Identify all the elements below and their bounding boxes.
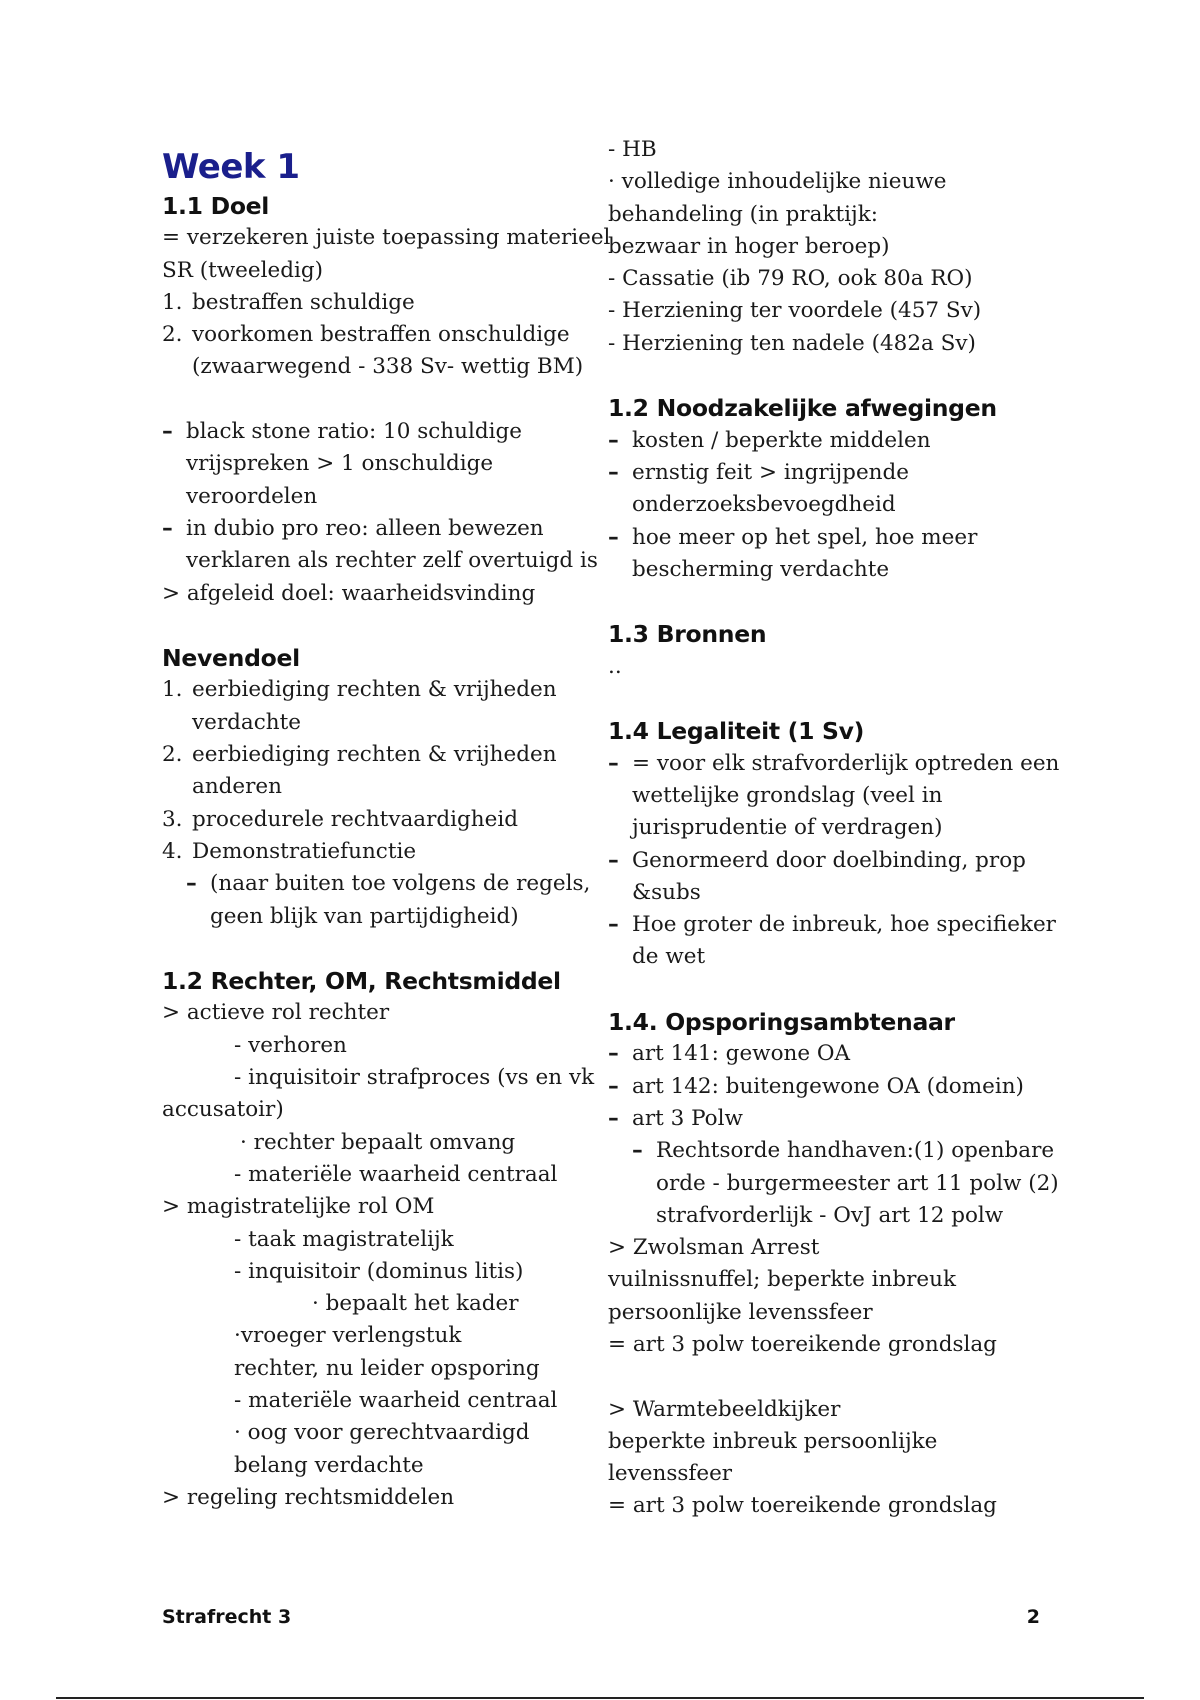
afwegingen-bullet: – kosten / beperkte middelen xyxy=(608,425,1048,457)
opsporing-subbullet-continuation: orde - burgermeester art 11 polw (2) xyxy=(656,1170,1059,1196)
rechtsmiddel-line: behandeling (in praktijk: xyxy=(608,201,878,227)
rechtsmiddel-line: - HB xyxy=(608,137,657,162)
doel-heading: 1.1 Doel xyxy=(162,192,270,220)
doel-item-continuation: (zwaarwegend - 338 Sv- wettig BM) xyxy=(192,354,584,380)
item-text: eerbiediging rechten & vrijheden xyxy=(192,742,557,768)
om-line: - taak magistratelijk xyxy=(234,1226,454,1252)
opsporing-bullet: – art 141: gewone OA xyxy=(608,1038,1048,1070)
zwolsman-line: persoonlijke levenssfeer xyxy=(608,1299,873,1325)
rechtsmiddel-line: · volledige inhoudelijke nieuwe xyxy=(608,169,947,195)
bullet-line: verklaren als rechter zelf overtuigd is xyxy=(186,548,598,574)
bullet-line: veroordelen xyxy=(186,483,318,509)
afwegingen-bullet-continuation: bescherming verdachte xyxy=(632,556,890,582)
nevendoel-item-continuation: anderen xyxy=(192,774,282,800)
item-text: eerbiediging rechten & vrijheden xyxy=(192,677,557,703)
footer-course-name: Strafrecht 3 xyxy=(162,1606,292,1628)
rechter-line: accusatoir) xyxy=(162,1097,284,1123)
item-text: Demonstratiefunctie xyxy=(192,838,417,864)
warmtebeeld-line: beperkte inbreuk persoonlijke xyxy=(608,1428,938,1454)
opsporing-bullet: – art 3 Polw xyxy=(608,1103,1048,1135)
nevendoel-item xyxy=(162,804,592,836)
om-line: - materiële waarheid centraal xyxy=(234,1387,558,1413)
afwegingen-heading: 1.2 Noodzakelijke afwegingen xyxy=(608,394,997,423)
doel-definition-line: = verzekeren juiste toepassing materieel xyxy=(162,225,611,251)
legaliteit-bullet-continuation: &subs xyxy=(632,879,701,905)
right-column xyxy=(608,137,1060,1523)
om-line: · oog voor gerechtvaardigd xyxy=(234,1420,530,1446)
om-line: - inquisitoir (dominus litis) xyxy=(234,1258,524,1284)
warmtebeeld-line: levenssfeer xyxy=(608,1461,733,1487)
rechtsmiddel-line: - Cassatie (ib 79 RO, ook 80a RO) xyxy=(608,266,973,292)
bullet-line: vrijspreken > 1 onschuldige xyxy=(186,451,494,477)
item-number: 4. xyxy=(162,838,183,864)
item-text: procedurele rechtvaardigheid xyxy=(192,806,518,832)
rechter-om-heading: 1.2 Rechter, OM, Rechtsmiddel xyxy=(162,967,561,996)
bullet-line: – black stone ratio: 10 schuldige xyxy=(162,416,592,448)
opsporing-subbullet-continuation: strafvorderlijk - OvJ art 12 polw xyxy=(656,1202,1004,1228)
legaliteit-bullet: – Hoe groter de inbreuk, hoe specifieker xyxy=(608,909,1048,941)
afgeleid-doel-line: > afgeleid doel: waarheidsvinding xyxy=(162,580,536,606)
rechter-line: > actieve rol rechter xyxy=(162,1000,390,1026)
doel-item xyxy=(162,319,592,351)
opsporing-bullet: – art 142: buitengewone OA (domein) xyxy=(608,1071,1048,1103)
bullet-line: – in dubio pro reo: alleen bewezen xyxy=(162,513,592,545)
doel-item xyxy=(162,287,592,319)
om-line: belang verdachte xyxy=(234,1452,424,1478)
doel-item-number: 2. xyxy=(162,322,183,348)
rechtsmiddel-line: - Herziening ter voordele (457 Sv) xyxy=(608,298,982,324)
zwolsman-line: > Zwolsman Arrest xyxy=(608,1235,820,1261)
afwegingen-bullet: – ernstig feit > ingrijpende xyxy=(608,457,1048,489)
nevendoel-item xyxy=(162,674,592,706)
bronnen-heading: 1.3 Bronnen xyxy=(608,620,767,649)
doel-item-text: voorkomen bestraffen onschuldige xyxy=(192,322,570,348)
legaliteit-bullet-continuation: jurisprudentie of verdragen) xyxy=(632,815,943,841)
nevendoel-item-continuation: verdachte xyxy=(192,709,301,735)
rechtsmiddelen-line: > regeling rechtsmiddelen xyxy=(162,1484,455,1510)
nevendoel-item xyxy=(162,739,592,771)
legaliteit-bullet-continuation: de wet xyxy=(632,944,706,970)
zwolsman-line: vuilnissnuffel; beperkte inbreuk xyxy=(608,1267,957,1293)
footer-page-number: 2 xyxy=(1026,1606,1040,1628)
warmtebeeld-line: = art 3 polw toereikende grondslag xyxy=(608,1493,997,1519)
legaliteit-bullet-continuation: wettelijke grondslag (veel in xyxy=(632,782,943,808)
warmtebeeld-line: > Warmtebeeldkijker xyxy=(608,1396,841,1422)
item-number: 3. xyxy=(162,806,183,832)
doel-item-number: 1. xyxy=(162,289,183,315)
nevendoel-subbullet: – (naar buiten toe volgens de regels, xyxy=(162,868,592,900)
nevendoel-subbullet-continuation: geen blijk van partijdigheid) xyxy=(210,903,519,929)
legaliteit-bullet: – = voor elk strafvorderlijk optreden een xyxy=(608,748,1048,780)
left-column xyxy=(162,147,611,1514)
om-line: rechter, nu leider opsporing xyxy=(234,1355,540,1381)
om-line: ·vroeger verlengstuk xyxy=(234,1323,462,1349)
doel-definition-line: SR (tweeledig) xyxy=(162,257,324,283)
om-line: > magistratelijke rol OM xyxy=(162,1194,435,1220)
zwolsman-line: = art 3 polw toereikende grondslag xyxy=(608,1331,997,1357)
om-line: · bepaalt het kader xyxy=(312,1291,519,1317)
opsporing-subbullet: – Rechtsorde handhaven:(1) openbare xyxy=(608,1135,1048,1167)
rechter-line: - inquisitoir strafproces (vs en vk xyxy=(234,1065,595,1091)
item-number: 1. xyxy=(162,677,183,703)
nevendoel-heading: Nevendoel xyxy=(162,644,300,673)
legaliteit-heading: 1.4 Legaliteit (1 Sv) xyxy=(608,717,865,746)
opsporing-heading: 1.4. Opsporingsambtenaar xyxy=(608,1008,955,1037)
rechter-line: - verhoren xyxy=(234,1032,347,1058)
week-title: Week 1 xyxy=(162,147,300,187)
nevendoel-item xyxy=(162,836,592,868)
rechter-line: · rechter bepaalt omvang xyxy=(240,1129,516,1155)
rechtsmiddel-line: bezwaar in hoger beroep) xyxy=(608,233,890,259)
doel-item-text: bestraffen schuldige xyxy=(192,289,415,315)
afwegingen-bullet-continuation: onderzoeksbevoegdheid xyxy=(632,492,896,518)
rechter-line: - materiële waarheid centraal xyxy=(234,1161,558,1187)
rechtsmiddel-line: - Herziening ten nadele (482a Sv) xyxy=(608,330,976,356)
item-number: 2. xyxy=(162,742,183,768)
bronnen-text: .. xyxy=(608,653,622,679)
legaliteit-bullet: – Genormeerd door doelbinding, prop xyxy=(608,845,1048,877)
afwegingen-bullet: – hoe meer op het spel, hoe meer xyxy=(608,522,1048,554)
bottom-rule xyxy=(56,1697,1144,1699)
